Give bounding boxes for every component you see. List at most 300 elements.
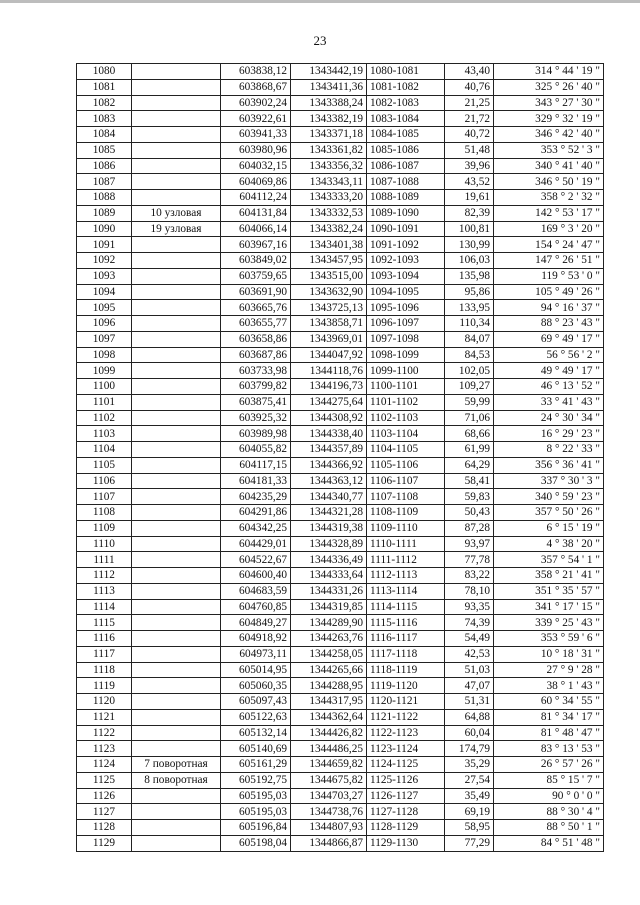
- distance-cell: 58,41: [445, 473, 494, 489]
- table-row: [77, 583, 604, 599]
- y-coordinate-cell: 1343333,20: [291, 190, 367, 206]
- distance-cell: 71,06: [445, 410, 494, 426]
- bearing-cell: 346 ° 42 ' 40 ": [494, 127, 604, 143]
- x-coordinate-cell: 604131,84: [221, 205, 291, 221]
- distance-cell: 93,35: [445, 599, 494, 615]
- point-number-cell: 1106: [77, 473, 132, 489]
- segment-cell: 1087-1088: [367, 174, 445, 190]
- y-coordinate-cell: 1344703,27: [291, 788, 367, 804]
- x-coordinate-cell: 604112,24: [221, 190, 291, 206]
- bearing-cell: 88 ° 50 ' 1 ": [494, 820, 604, 836]
- bearing-cell: 88 ° 30 ' 4 ": [494, 804, 604, 820]
- point-note-cell: [132, 237, 221, 253]
- segment-cell: 1104-1105: [367, 442, 445, 458]
- distance-cell: 74,39: [445, 615, 494, 631]
- y-coordinate-cell: 1343858,71: [291, 316, 367, 332]
- point-note-cell: 8 поворотная: [132, 772, 221, 788]
- distance-cell: 93,97: [445, 536, 494, 552]
- segment-cell: 1127-1128: [367, 804, 445, 820]
- segment-cell: 1099-1100: [367, 363, 445, 379]
- point-note-cell: [132, 142, 221, 158]
- coordinates-table: [76, 63, 604, 852]
- distance-cell: 110,34: [445, 316, 494, 332]
- x-coordinate-cell: 605122,63: [221, 709, 291, 725]
- point-number-cell: 1089: [77, 205, 132, 221]
- segment-cell: 1114-1115: [367, 599, 445, 615]
- distance-cell: 78,10: [445, 583, 494, 599]
- bearing-cell: 27 ° 9 ' 28 ": [494, 662, 604, 678]
- bearing-cell: 337 ° 30 ' 3 ": [494, 473, 604, 489]
- point-note-cell: [132, 442, 221, 458]
- bearing-cell: 49 ° 49 ' 17 ": [494, 363, 604, 379]
- bearing-cell: 356 ° 36 ' 41 ": [494, 457, 604, 473]
- bearing-cell: 88 ° 23 ' 43 ": [494, 316, 604, 332]
- x-coordinate-cell: 604918,92: [221, 631, 291, 647]
- segment-cell: 1129-1130: [367, 835, 445, 851]
- distance-cell: 51,03: [445, 662, 494, 678]
- table-row: [77, 331, 604, 347]
- x-coordinate-cell: 605140,69: [221, 741, 291, 757]
- y-coordinate-cell: 1344265,66: [291, 662, 367, 678]
- segment-cell: 1102-1103: [367, 410, 445, 426]
- point-note-cell: [132, 79, 221, 95]
- point-number-cell: 1121: [77, 709, 132, 725]
- point-number-cell: 1097: [77, 331, 132, 347]
- distance-cell: 95,86: [445, 284, 494, 300]
- point-number-cell: 1129: [77, 835, 132, 851]
- distance-cell: 35,49: [445, 788, 494, 804]
- distance-cell: 84,07: [445, 331, 494, 347]
- x-coordinate-cell: 603967,16: [221, 237, 291, 253]
- y-coordinate-cell: 1344288,95: [291, 678, 367, 694]
- table-row: [77, 158, 604, 174]
- segment-cell: 1111-1112: [367, 552, 445, 568]
- x-coordinate-cell: 603941,33: [221, 127, 291, 143]
- bearing-cell: 341 ° 17 ' 15 ": [494, 599, 604, 615]
- point-number-cell: 1123: [77, 741, 132, 757]
- x-coordinate-cell: 605060,35: [221, 678, 291, 694]
- point-number-cell: 1111: [77, 552, 132, 568]
- table-row: [77, 725, 604, 741]
- point-number-cell: 1087: [77, 174, 132, 190]
- x-coordinate-cell: 604069,86: [221, 174, 291, 190]
- point-note-cell: [132, 725, 221, 741]
- point-number-cell: 1080: [77, 64, 132, 80]
- y-coordinate-cell: 1344338,40: [291, 426, 367, 442]
- distance-cell: 59,99: [445, 394, 494, 410]
- bearing-cell: 353 ° 59 ' 6 ": [494, 631, 604, 647]
- bearing-cell: 154 ° 24 ' 47 ": [494, 237, 604, 253]
- coordinates-table-body: [77, 64, 604, 852]
- table-row: [77, 457, 604, 473]
- y-coordinate-cell: 1344336,49: [291, 552, 367, 568]
- segment-cell: 1093-1094: [367, 268, 445, 284]
- distance-cell: 61,99: [445, 442, 494, 458]
- point-number-cell: 1099: [77, 363, 132, 379]
- table-row: [77, 221, 604, 237]
- point-note-cell: [132, 788, 221, 804]
- bearing-cell: 142 ° 53 ' 17 ": [494, 205, 604, 221]
- point-note-cell: [132, 64, 221, 80]
- y-coordinate-cell: 1343371,18: [291, 127, 367, 143]
- bearing-cell: 83 ° 13 ' 53 ": [494, 741, 604, 757]
- distance-cell: 68,66: [445, 426, 494, 442]
- y-coordinate-cell: 1344363,12: [291, 473, 367, 489]
- x-coordinate-cell: 604291,86: [221, 505, 291, 521]
- point-note-cell: [132, 473, 221, 489]
- x-coordinate-cell: 604032,15: [221, 158, 291, 174]
- bearing-cell: 81 ° 34 ' 17 ": [494, 709, 604, 725]
- distance-cell: 27,54: [445, 772, 494, 788]
- bearing-cell: 90 ° 0 ' 0 ": [494, 788, 604, 804]
- x-coordinate-cell: 603925,32: [221, 410, 291, 426]
- point-note-cell: [132, 678, 221, 694]
- point-note-cell: [132, 111, 221, 127]
- point-note-cell: [132, 709, 221, 725]
- segment-cell: 1081-1082: [367, 79, 445, 95]
- distance-cell: 77,78: [445, 552, 494, 568]
- distance-cell: 21,25: [445, 95, 494, 111]
- segment-cell: 1110-1111: [367, 536, 445, 552]
- x-coordinate-cell: 605196,84: [221, 820, 291, 836]
- x-coordinate-cell: 603875,41: [221, 394, 291, 410]
- segment-cell: 1126-1127: [367, 788, 445, 804]
- point-number-cell: 1105: [77, 457, 132, 473]
- table-row: [77, 174, 604, 190]
- bearing-cell: 56 ° 56 ' 2 ": [494, 347, 604, 363]
- table-row: [77, 615, 604, 631]
- distance-cell: 50,43: [445, 505, 494, 521]
- table-row: [77, 253, 604, 269]
- point-number-cell: 1092: [77, 253, 132, 269]
- bearing-cell: 119 ° 53 ' 0 ": [494, 268, 604, 284]
- point-note-cell: [132, 568, 221, 584]
- bearing-cell: 358 ° 2 ' 32 ": [494, 190, 604, 206]
- y-coordinate-cell: 1344366,92: [291, 457, 367, 473]
- table-row: [77, 788, 604, 804]
- y-coordinate-cell: 1344319,85: [291, 599, 367, 615]
- table-row: [77, 631, 604, 647]
- table-row: [77, 410, 604, 426]
- y-coordinate-cell: 1344357,89: [291, 442, 367, 458]
- point-note-cell: [132, 363, 221, 379]
- distance-cell: 42,53: [445, 646, 494, 662]
- point-note-cell: [132, 631, 221, 647]
- x-coordinate-cell: 604066,14: [221, 221, 291, 237]
- table-row: [77, 536, 604, 552]
- distance-cell: 130,99: [445, 237, 494, 253]
- point-number-cell: 1118: [77, 662, 132, 678]
- table-row: [77, 205, 604, 221]
- point-note-cell: [132, 646, 221, 662]
- table-row: [77, 804, 604, 820]
- y-coordinate-cell: 1344486,25: [291, 741, 367, 757]
- table-row: [77, 64, 604, 80]
- table-row: [77, 489, 604, 505]
- x-coordinate-cell: 605014,95: [221, 662, 291, 678]
- segment-cell: 1091-1092: [367, 237, 445, 253]
- x-coordinate-cell: 603759,65: [221, 268, 291, 284]
- x-coordinate-cell: 604683,59: [221, 583, 291, 599]
- bearing-cell: 358 ° 21 ' 41 ": [494, 568, 604, 584]
- y-coordinate-cell: 1344289,90: [291, 615, 367, 631]
- bearing-cell: 6 ° 15 ' 19 ": [494, 520, 604, 536]
- table-row: [77, 741, 604, 757]
- x-coordinate-cell: 605195,03: [221, 788, 291, 804]
- segment-cell: 1083-1084: [367, 111, 445, 127]
- table-row: [77, 820, 604, 836]
- x-coordinate-cell: 603989,98: [221, 426, 291, 442]
- point-note-cell: [132, 268, 221, 284]
- point-note-cell: [132, 662, 221, 678]
- point-note-cell: [132, 253, 221, 269]
- point-number-cell: 1096: [77, 316, 132, 332]
- x-coordinate-cell: 603838,12: [221, 64, 291, 80]
- x-coordinate-cell: 605192,75: [221, 772, 291, 788]
- point-number-cell: 1098: [77, 347, 132, 363]
- bearing-cell: 24 ° 30 ' 34 ": [494, 410, 604, 426]
- point-note-cell: [132, 284, 221, 300]
- point-number-cell: 1112: [77, 568, 132, 584]
- y-coordinate-cell: 1343411,36: [291, 79, 367, 95]
- bearing-cell: 343 ° 27 ' 30 ": [494, 95, 604, 111]
- distance-cell: 64,29: [445, 457, 494, 473]
- point-number-cell: 1083: [77, 111, 132, 127]
- distance-cell: 51,48: [445, 142, 494, 158]
- x-coordinate-cell: 603799,82: [221, 379, 291, 395]
- y-coordinate-cell: 1343332,53: [291, 205, 367, 221]
- point-number-cell: 1095: [77, 300, 132, 316]
- point-number-cell: 1125: [77, 772, 132, 788]
- y-coordinate-cell: 1344675,82: [291, 772, 367, 788]
- segment-cell: 1089-1090: [367, 205, 445, 221]
- distance-cell: 106,03: [445, 253, 494, 269]
- segment-cell: 1085-1086: [367, 142, 445, 158]
- point-note-cell: [132, 426, 221, 442]
- point-note-cell: [132, 505, 221, 521]
- point-note-cell: [132, 158, 221, 174]
- table-row: [77, 694, 604, 710]
- segment-cell: 1125-1126: [367, 772, 445, 788]
- x-coordinate-cell: 605097,43: [221, 694, 291, 710]
- bearing-cell: 38 ° 1 ' 43 ": [494, 678, 604, 694]
- point-note-cell: [132, 489, 221, 505]
- point-number-cell: 1086: [77, 158, 132, 174]
- point-number-cell: 1090: [77, 221, 132, 237]
- segment-cell: 1092-1093: [367, 253, 445, 269]
- point-number-cell: 1103: [77, 426, 132, 442]
- segment-cell: 1094-1095: [367, 284, 445, 300]
- y-coordinate-cell: 1343632,90: [291, 284, 367, 300]
- point-note-cell: [132, 394, 221, 410]
- bearing-cell: 94 ° 16 ' 37 ": [494, 300, 604, 316]
- bearing-cell: 84 ° 51 ' 48 ": [494, 835, 604, 851]
- table-row: [77, 300, 604, 316]
- x-coordinate-cell: 604973,11: [221, 646, 291, 662]
- point-note-cell: [132, 95, 221, 111]
- table-row: [77, 95, 604, 111]
- segment-cell: 1115-1116: [367, 615, 445, 631]
- table-row: [77, 268, 604, 284]
- y-coordinate-cell: 1344317,95: [291, 694, 367, 710]
- segment-cell: 1086-1087: [367, 158, 445, 174]
- bearing-cell: 8 ° 22 ' 33 ": [494, 442, 604, 458]
- table-row: [77, 237, 604, 253]
- point-note-cell: [132, 835, 221, 851]
- y-coordinate-cell: 1343382,24: [291, 221, 367, 237]
- distance-cell: 35,29: [445, 757, 494, 773]
- distance-cell: 19,61: [445, 190, 494, 206]
- point-note-cell: [132, 694, 221, 710]
- y-coordinate-cell: 1344807,93: [291, 820, 367, 836]
- y-coordinate-cell: 1344331,26: [291, 583, 367, 599]
- distance-cell: 40,76: [445, 79, 494, 95]
- y-coordinate-cell: 1344321,28: [291, 505, 367, 521]
- distance-cell: 87,28: [445, 520, 494, 536]
- y-coordinate-cell: 1343457,95: [291, 253, 367, 269]
- distance-cell: 174,79: [445, 741, 494, 757]
- segment-cell: 1103-1104: [367, 426, 445, 442]
- point-number-cell: 1115: [77, 615, 132, 631]
- segment-cell: 1112-1113: [367, 568, 445, 584]
- segment-cell: 1082-1083: [367, 95, 445, 111]
- point-number-cell: 1094: [77, 284, 132, 300]
- distance-cell: 43,40: [445, 64, 494, 80]
- bearing-cell: 314 ° 44 ' 19 ": [494, 64, 604, 80]
- segment-cell: 1095-1096: [367, 300, 445, 316]
- point-note-cell: [132, 379, 221, 395]
- table-row: [77, 552, 604, 568]
- y-coordinate-cell: 1343382,19: [291, 111, 367, 127]
- bearing-cell: 33 ° 41 ' 43 ": [494, 394, 604, 410]
- table-row: [77, 709, 604, 725]
- y-coordinate-cell: 1344308,92: [291, 410, 367, 426]
- table-row: [77, 662, 604, 678]
- point-number-cell: 1107: [77, 489, 132, 505]
- y-coordinate-cell: 1343442,19: [291, 64, 367, 80]
- point-note-cell: [132, 599, 221, 615]
- distance-cell: 69,19: [445, 804, 494, 820]
- y-coordinate-cell: 1344263,76: [291, 631, 367, 647]
- distance-cell: 47,07: [445, 678, 494, 694]
- table-row: [77, 79, 604, 95]
- y-coordinate-cell: 1344258,05: [291, 646, 367, 662]
- bearing-cell: 339 ° 25 ' 43 ": [494, 615, 604, 631]
- distance-cell: 54,49: [445, 631, 494, 647]
- x-coordinate-cell: 603868,67: [221, 79, 291, 95]
- table-row: [77, 111, 604, 127]
- point-number-cell: 1081: [77, 79, 132, 95]
- y-coordinate-cell: 1344319,38: [291, 520, 367, 536]
- distance-cell: 135,98: [445, 268, 494, 284]
- distance-cell: 77,29: [445, 835, 494, 851]
- bearing-cell: 147 ° 26 ' 51 ": [494, 253, 604, 269]
- bearing-cell: 46 ° 13 ' 52 ": [494, 379, 604, 395]
- table-row: [77, 127, 604, 143]
- table-row: [77, 757, 604, 773]
- point-number-cell: 1100: [77, 379, 132, 395]
- table-row: [77, 284, 604, 300]
- y-coordinate-cell: 1344328,89: [291, 536, 367, 552]
- segment-cell: 1119-1120: [367, 678, 445, 694]
- point-number-cell: 1085: [77, 142, 132, 158]
- segment-cell: 1122-1123: [367, 725, 445, 741]
- point-note-cell: [132, 820, 221, 836]
- y-coordinate-cell: 1343401,38: [291, 237, 367, 253]
- point-note-cell: [132, 536, 221, 552]
- distance-cell: 43,52: [445, 174, 494, 190]
- point-number-cell: 1093: [77, 268, 132, 284]
- segment-cell: 1090-1091: [367, 221, 445, 237]
- point-number-cell: 1122: [77, 725, 132, 741]
- table-row: [77, 347, 604, 363]
- point-number-cell: 1084: [77, 127, 132, 143]
- distance-cell: 21,72: [445, 111, 494, 127]
- table-row: [77, 473, 604, 489]
- point-number-cell: 1104: [77, 442, 132, 458]
- x-coordinate-cell: 603665,76: [221, 300, 291, 316]
- y-coordinate-cell: 1344426,82: [291, 725, 367, 741]
- point-number-cell: 1116: [77, 631, 132, 647]
- table-row: [77, 363, 604, 379]
- x-coordinate-cell: 605195,03: [221, 804, 291, 820]
- table-row: [77, 568, 604, 584]
- distance-cell: 84,53: [445, 347, 494, 363]
- point-number-cell: 1128: [77, 820, 132, 836]
- segment-cell: 1128-1129: [367, 820, 445, 836]
- segment-cell: 1096-1097: [367, 316, 445, 332]
- table-row: [77, 190, 604, 206]
- point-note-cell: [132, 127, 221, 143]
- point-note-cell: [132, 316, 221, 332]
- y-coordinate-cell: 1343361,82: [291, 142, 367, 158]
- point-number-cell: 1101: [77, 394, 132, 410]
- segment-cell: 1097-1098: [367, 331, 445, 347]
- x-coordinate-cell: 605161,29: [221, 757, 291, 773]
- bearing-cell: 351 ° 35 ' 57 ": [494, 583, 604, 599]
- point-note-cell: [132, 741, 221, 757]
- y-coordinate-cell: 1343343,11: [291, 174, 367, 190]
- point-note-cell: 19 узловая: [132, 221, 221, 237]
- page-number: 23: [313, 33, 327, 48]
- x-coordinate-cell: 604055,82: [221, 442, 291, 458]
- bearing-cell: 169 ° 3 ' 20 ": [494, 221, 604, 237]
- y-coordinate-cell: 1344118,76: [291, 363, 367, 379]
- distance-cell: 39,96: [445, 158, 494, 174]
- x-coordinate-cell: 603687,86: [221, 347, 291, 363]
- table-row: [77, 379, 604, 395]
- distance-cell: 64,88: [445, 709, 494, 725]
- point-note-cell: 10 узловая: [132, 205, 221, 221]
- bearing-cell: 357 ° 50 ' 26 ": [494, 505, 604, 521]
- table-row: [77, 426, 604, 442]
- segment-cell: 1109-1110: [367, 520, 445, 536]
- x-coordinate-cell: 604522,67: [221, 552, 291, 568]
- table-row: [77, 316, 604, 332]
- bearing-cell: 26 ° 57 ' 26 ": [494, 757, 604, 773]
- table-row: [77, 678, 604, 694]
- point-note-cell: [132, 300, 221, 316]
- table-row: [77, 505, 604, 521]
- bearing-cell: 105 ° 49 ' 26 ": [494, 284, 604, 300]
- bearing-cell: 340 ° 41 ' 40 ": [494, 158, 604, 174]
- point-number-cell: 1117: [77, 646, 132, 662]
- y-coordinate-cell: 1344362,64: [291, 709, 367, 725]
- segment-cell: 1120-1121: [367, 694, 445, 710]
- point-number-cell: 1108: [77, 505, 132, 521]
- y-coordinate-cell: 1344659,82: [291, 757, 367, 773]
- table-row: [77, 142, 604, 158]
